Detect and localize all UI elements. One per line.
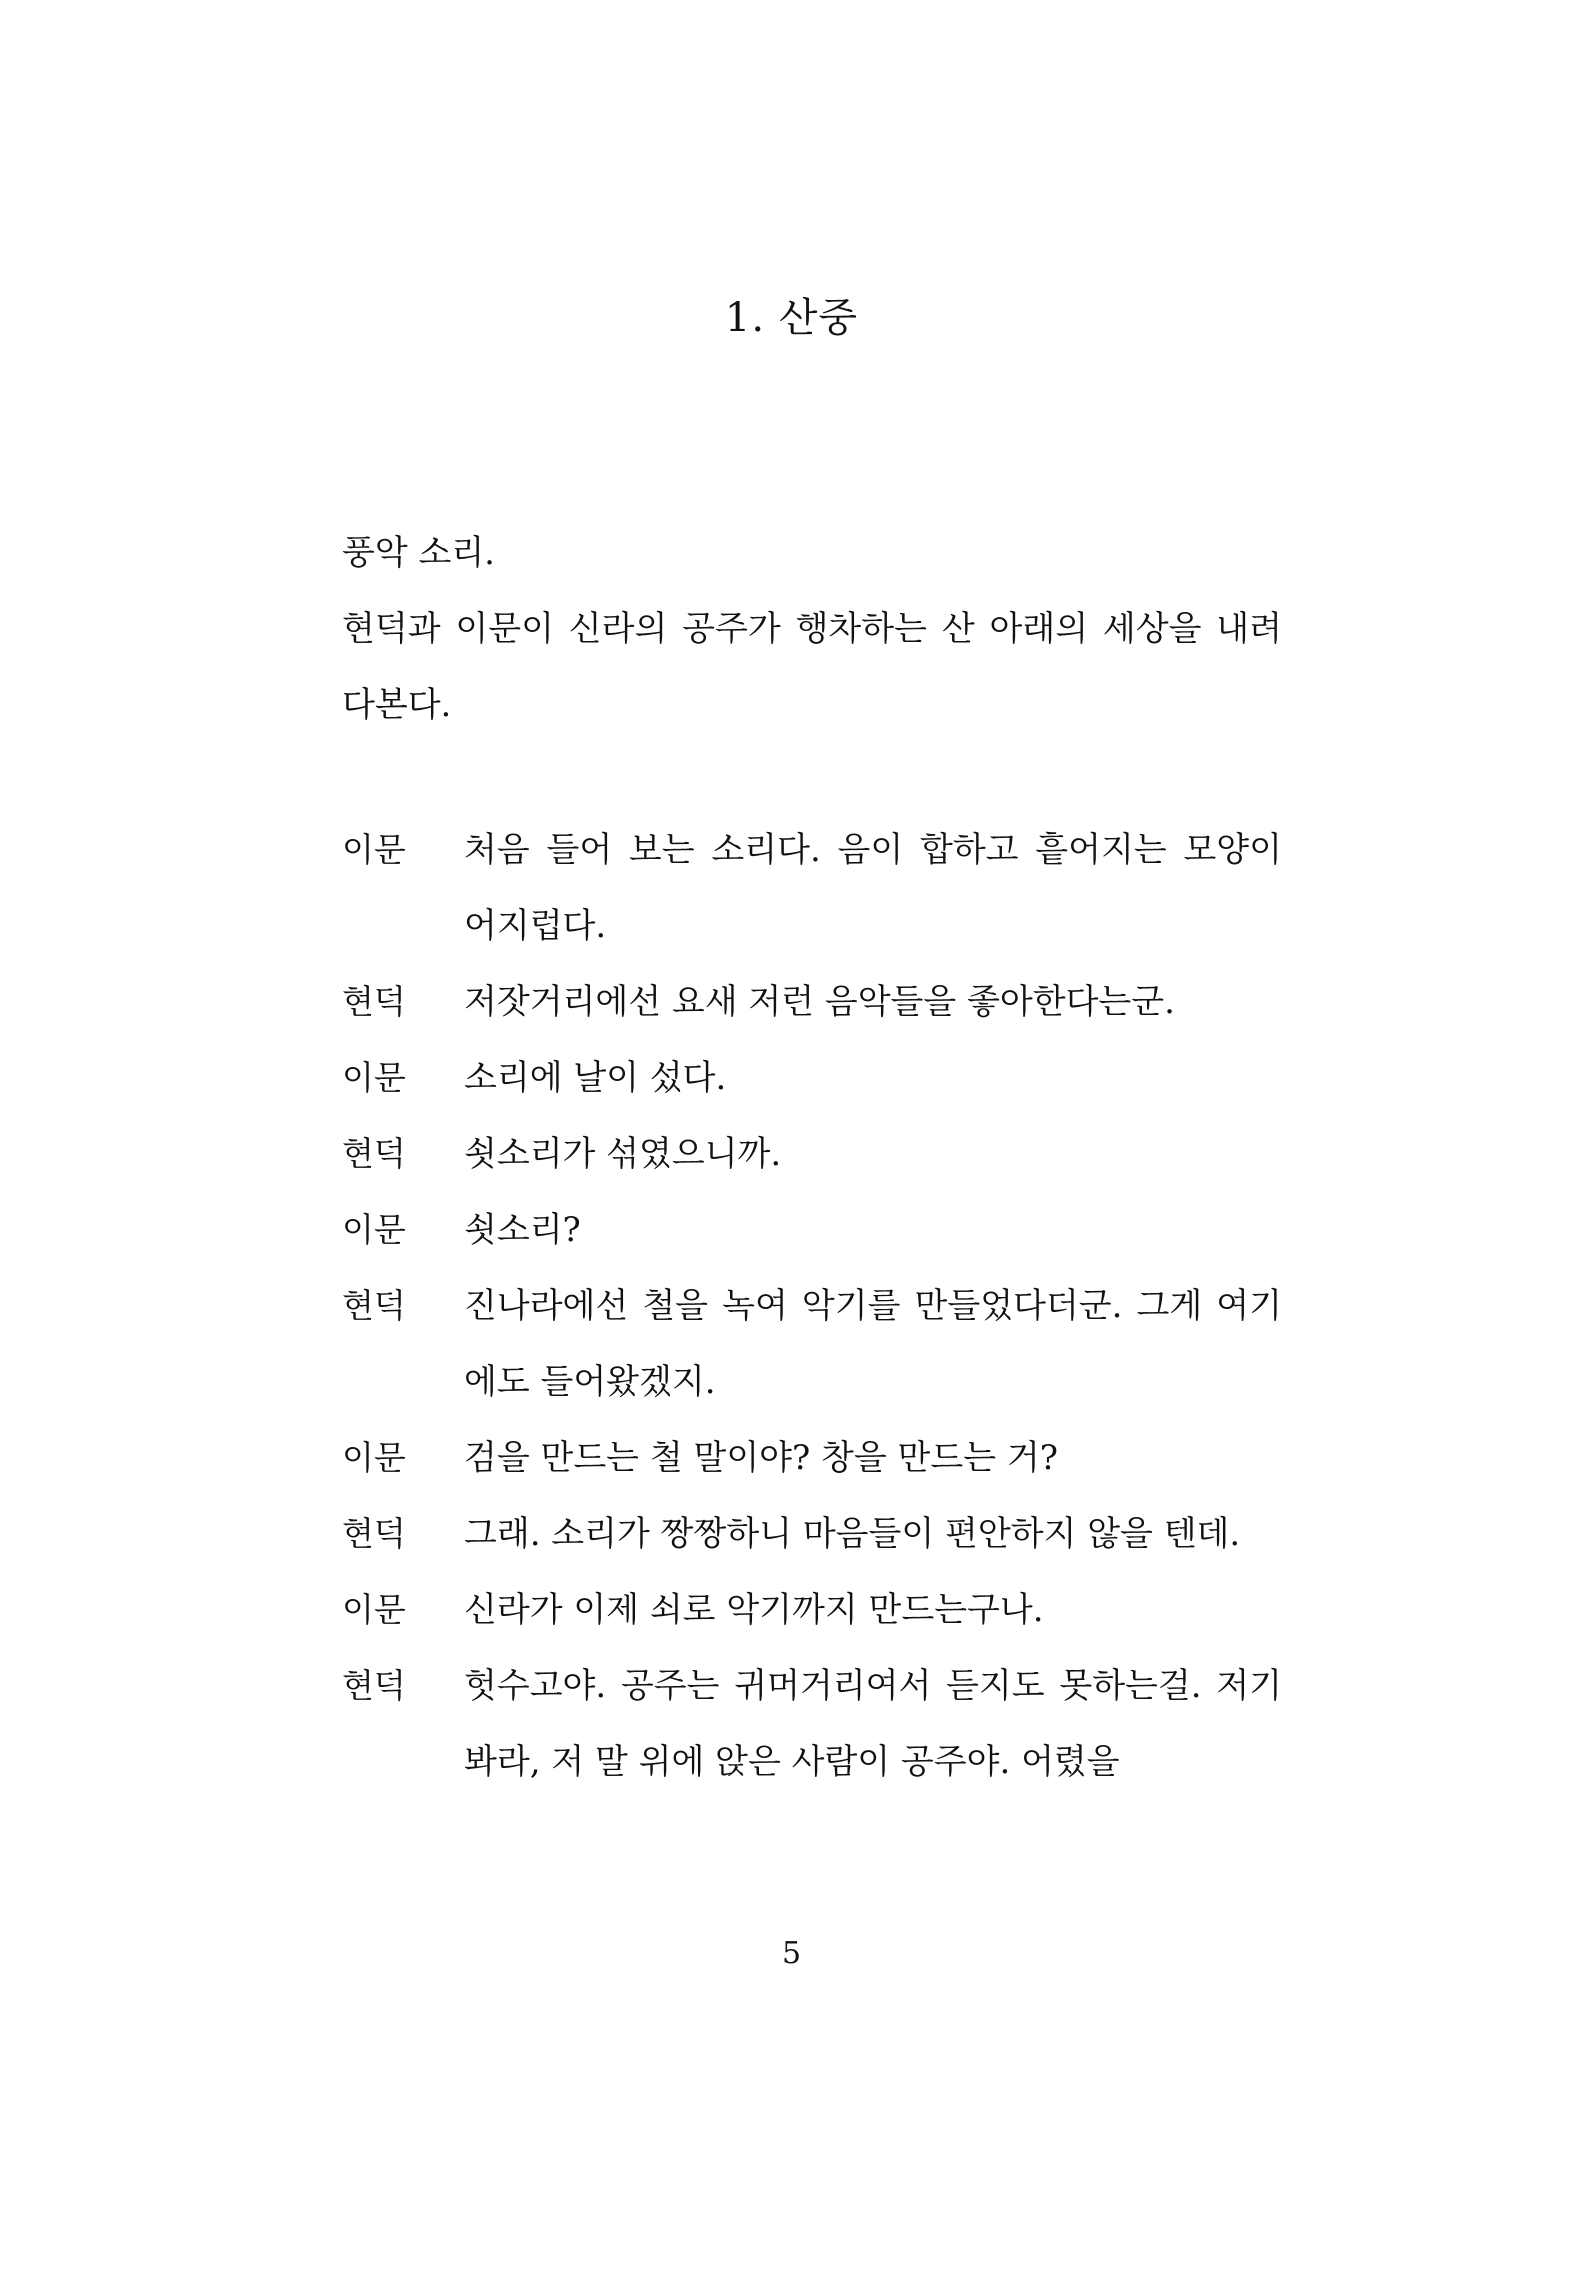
stage-directions bbox=[342, 515, 1282, 743]
speaker-name: 현덕 bbox=[342, 1666, 406, 1705]
dialogue-line bbox=[342, 1420, 1282, 1496]
speaker-name: 이문 bbox=[342, 1210, 406, 1249]
speech-text: 그래. 소리가 짱짱하니 마음들이 편안하지 않을 텐데. bbox=[464, 1514, 1241, 1554]
speaker-name: 현덕 bbox=[342, 1514, 406, 1553]
speech-text: 신라가 이제 쇠로 악기까지 만드는구나. bbox=[464, 1590, 1044, 1630]
dialogue-line bbox=[342, 1116, 1282, 1192]
dialogue-line bbox=[342, 1040, 1282, 1116]
speech-text: 저잣거리에선 요새 저런 음악들을 좋아한다는군. bbox=[464, 982, 1175, 1022]
speech-text: 처음 들어 보는 소리다. 음이 합하고 흩어지는 모양이 어지럽다. bbox=[464, 830, 1282, 946]
speaker-name: 이문 bbox=[342, 830, 406, 869]
dialogue-line bbox=[342, 1648, 1282, 1800]
speaker-name: 이문 bbox=[342, 1438, 406, 1477]
dialogue-line bbox=[342, 812, 1282, 964]
dialogue-line bbox=[342, 1192, 1282, 1268]
dialogue-block bbox=[342, 812, 1282, 1800]
speaker-name: 현덕 bbox=[342, 1134, 406, 1173]
dialogue-line bbox=[342, 964, 1282, 1040]
speaker-name: 이문 bbox=[342, 1590, 406, 1629]
dialogue-line bbox=[342, 1268, 1282, 1420]
scene-title: 1. 산중 bbox=[724, 295, 859, 341]
speech-text: 쇳소리? bbox=[464, 1210, 581, 1250]
dialogue-line bbox=[342, 1572, 1282, 1648]
speech-text: 헛수고야. 공주는 귀머거리여서 듣지도 못하는걸. 저기 봐라, 저 말 위에 앉은 사람이 공주야. 어렸을 bbox=[464, 1666, 1282, 1782]
speaker-name: 현덕 bbox=[342, 982, 406, 1021]
stage-direction: 현덕과 이문이 신라의 공주가 행차하는 산 아래의 세상을 내려다본다. bbox=[342, 609, 1282, 725]
speech-text: 소리에 날이 섰다. bbox=[464, 1058, 727, 1098]
speaker-name: 이문 bbox=[342, 1058, 406, 1097]
speech-text: 진나라에선 철을 녹여 악기를 만들었다더군. 그게 여기에도 들어왔겠지. bbox=[464, 1286, 1282, 1402]
speaker-name: 현덕 bbox=[342, 1286, 406, 1325]
speech-text: 쇳소리가 섞였으니까. bbox=[464, 1134, 782, 1174]
page-number: 5 bbox=[781, 1936, 802, 1971]
dialogue-line bbox=[342, 1496, 1282, 1572]
speech-text: 검을 만드는 철 말이야? 창을 만드는 거? bbox=[464, 1438, 1058, 1478]
stage-direction: 풍악 소리. bbox=[342, 533, 495, 573]
